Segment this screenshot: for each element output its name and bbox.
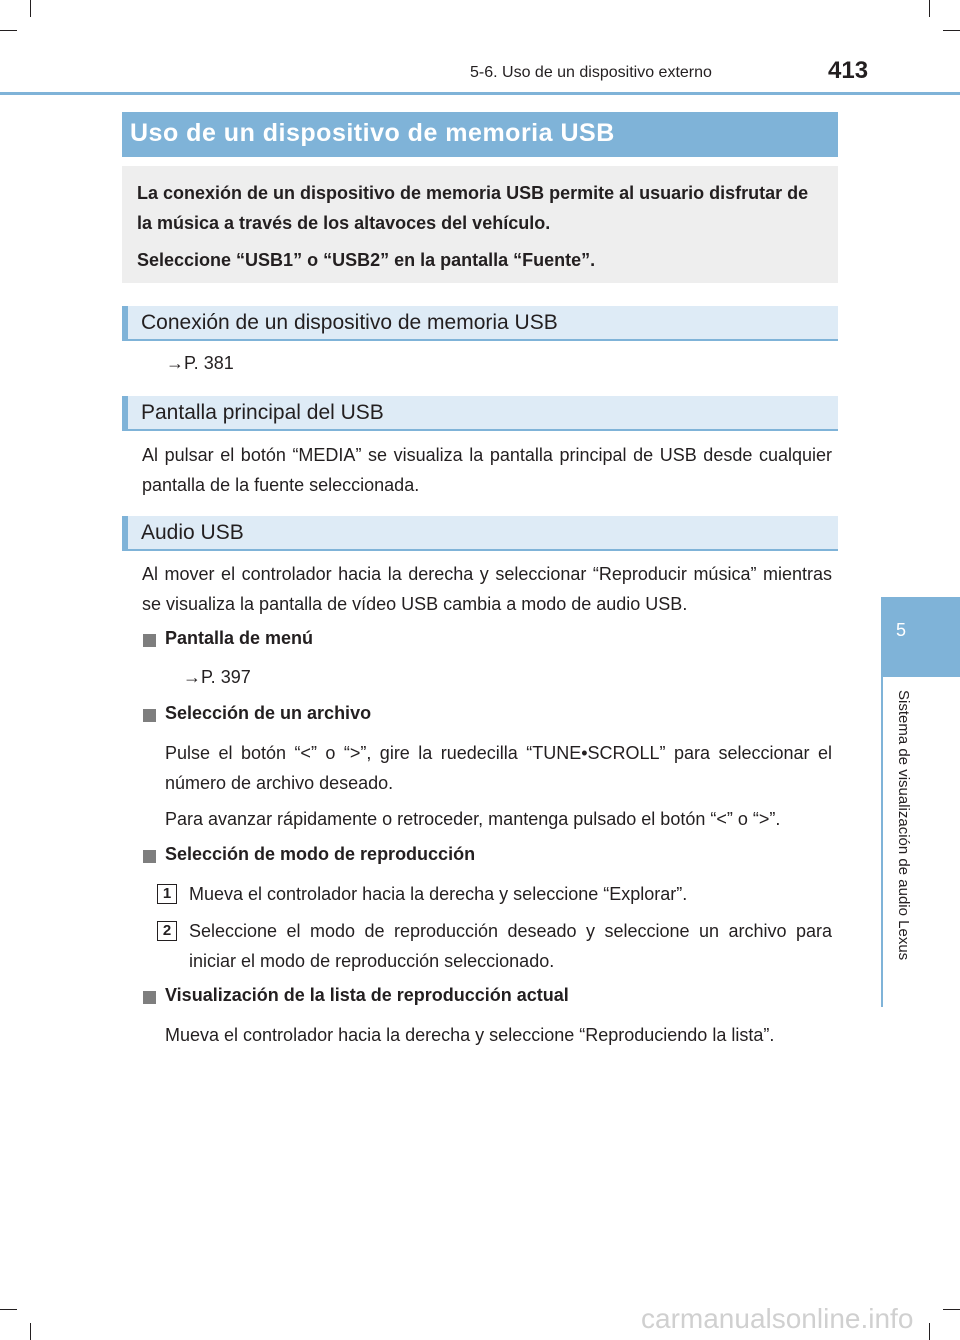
section-heading-main-screen: Pantalla principal del USB <box>122 396 838 431</box>
crop-mark <box>30 1323 31 1340</box>
subheading-menu: Pantalla de menú <box>165 628 314 648</box>
bullet-square <box>143 709 156 722</box>
step-number-badge: 2 <box>157 921 177 941</box>
bullet-square <box>143 634 156 647</box>
audio-intro-text: Al mover el controlador hacia la derecha y seleccionar “Reproducir música” mientras se visualiza la pantalla de vídeo USB cambia a modo de audio USB. <box>142 564 832 614</box>
step-number-badge: 1 <box>157 884 177 904</box>
crop-mark <box>929 1323 930 1340</box>
section-heading-audio: Audio USB <box>122 516 838 551</box>
chapter-number: 5 <box>895 620 906 640</box>
crop-mark <box>30 0 31 17</box>
watermark: carmanualsonline.info <box>641 1303 914 1334</box>
crop-mark <box>943 1309 960 1310</box>
chapter-rule <box>881 677 883 1007</box>
file-selection-text: Pulse el botón “<” o “>”, gire la ruedecilla “TUNE•SCROLL” para seleccionar el número de archivo deseado. <box>165 743 832 793</box>
crop-mark <box>929 0 930 17</box>
page-number: 413 <box>828 57 869 84</box>
chapter-title: Sistema de visualización de audio Lexus <box>895 690 912 961</box>
subheading-file-selection: Selección de un archivo <box>165 703 372 723</box>
section-heading-connection: Conexión de un dispositivo de memoria USB <box>122 306 838 341</box>
menu-page-reference: →P. 397 <box>183 667 251 687</box>
subheading-playlist: Visualización de la lista de reproducción actual <box>165 985 569 1005</box>
intro-box <box>122 166 838 283</box>
intro-paragraph: Seleccione “USB1” o “USB2” en la pantalla “Fuente”. <box>137 250 596 270</box>
crop-mark <box>0 1309 17 1310</box>
step-text: Mueva el controlador hacia la derecha y seleccione “Explorar”. <box>189 884 688 904</box>
bullet-square <box>143 991 156 1004</box>
playlist-text: Mueva el controlador hacia la derecha y seleccione “Reproduciendo la lista”. <box>165 1025 775 1045</box>
step-text: Seleccione el modo de reproducción deseado y seleccione un archivo para iniciar el modo de reproducción seleccionado. <box>189 921 832 971</box>
file-selection-note: Para avanzar rápidamente o retroceder, mantenga pulsado el botón “<” o “>”. <box>165 809 781 829</box>
header-section-title: 5-6. Uso de un dispositivo externo <box>470 64 712 81</box>
crop-mark <box>943 30 960 31</box>
page-title: Uso de un dispositivo de memoria USB <box>122 112 838 157</box>
subheading-playback-mode: Selección de modo de reproducción <box>165 844 476 864</box>
header-rule <box>0 92 960 95</box>
intro-paragraph: La conexión de un dispositivo de memoria USB permite al usuario disfrutar de la música a través de los altavoces del vehículo. <box>137 183 809 233</box>
bullet-square <box>143 850 156 863</box>
crop-mark <box>0 30 17 31</box>
connection-page-reference: →P. 381 <box>166 353 234 373</box>
main-screen-text: Al pulsar el botón “MEDIA” se visualiza la pantalla principal de USB desde cualquier pantalla de la fuente seleccionada. <box>142 445 832 495</box>
